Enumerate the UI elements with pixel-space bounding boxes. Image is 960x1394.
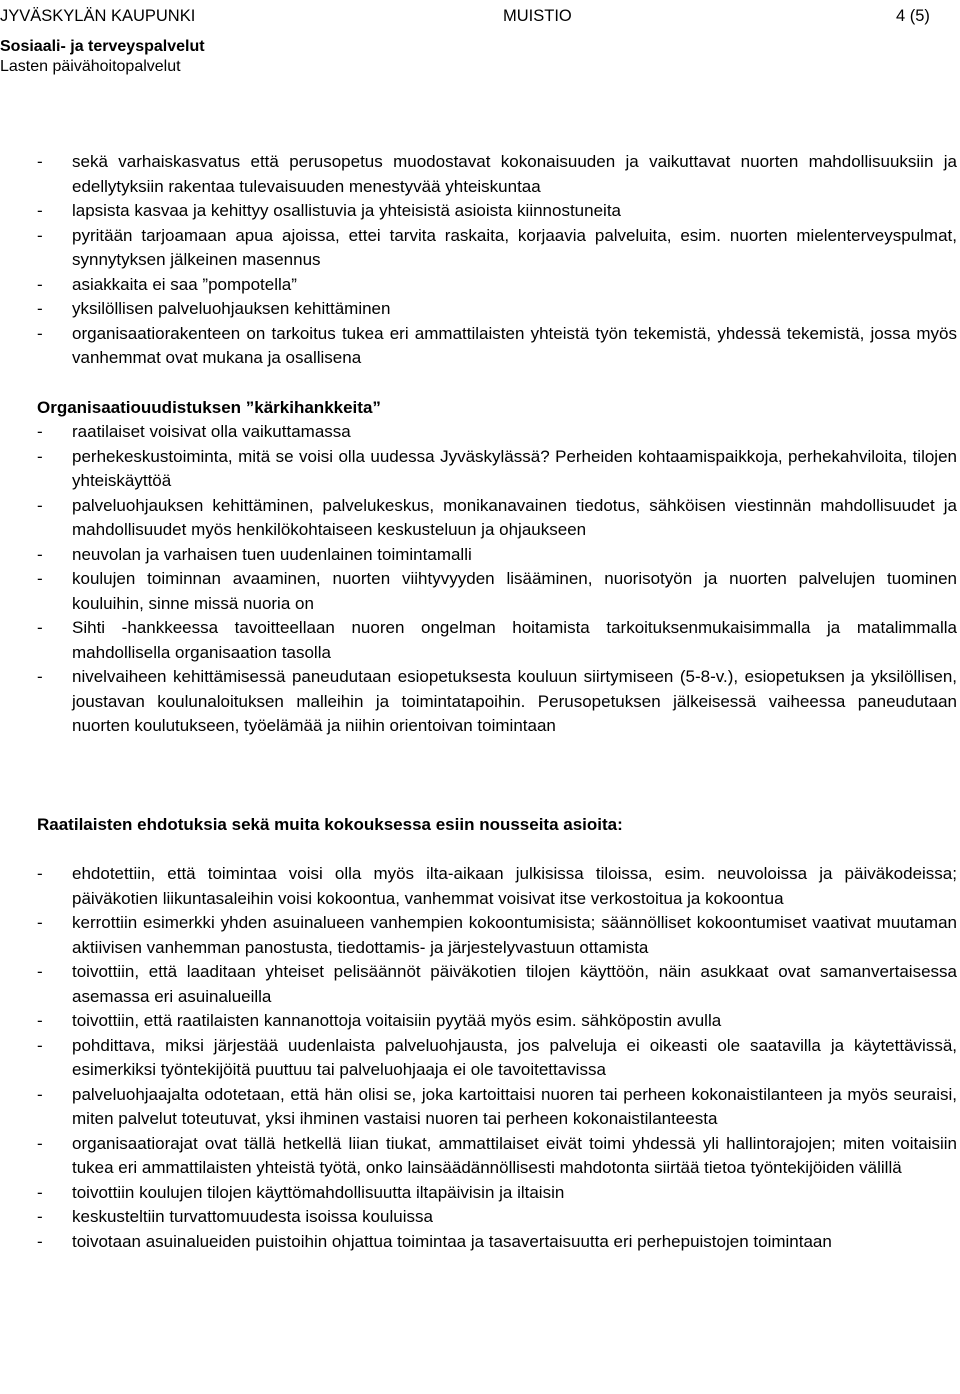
list-dash: - bbox=[37, 299, 43, 318]
list-item-text: toivottiin koulujen tilojen käyttömahdollisuutta iltapäivisin ja iltaisin bbox=[72, 1182, 565, 1202]
list-item-text: sekä varhaiskasvatus että perusopetus muodostavat kokonaisuuden ja vaikuttavat nuorten mahdollisuuksiin ja edellytyksiin rakentaa tulevaisuuden menestyvää yhteiskuntaa bbox=[72, 152, 957, 196]
list-item-text: pohdittava, miksi järjestää uudenlaista palveluohjausta, jos palveluja ei oikeasti ole saatavilla ja käytettävissä, esimerkiksi työntekijöitä puuttuu tai palveluohjaaja ei ole tavoitettavissa bbox=[72, 1035, 957, 1079]
list-item bbox=[37, 911, 957, 960]
list-dash: - bbox=[37, 1084, 43, 1104]
proposals-list bbox=[37, 862, 957, 1254]
list-dash: - bbox=[37, 323, 43, 343]
list-item bbox=[37, 1181, 957, 1206]
list-item-text: raatilaiset voisivat olla vaikuttamassa bbox=[72, 422, 351, 441]
list-item-text: Sihti -hankkeessa tavoitteellaan nuoren ongelman hoitamista tarkoituksenmukaisimmalla ja matalimmalla mahdollisella organisaation tasolla bbox=[72, 618, 957, 662]
list-item-text: koulujen toiminnan avaaminen, nuorten viihtyvyyden lisääminen, nuorisotyön ja nuorten palvelujen tuominen kouluihin, sinne missä nuoria on bbox=[72, 569, 957, 613]
document-header bbox=[0, 4, 960, 84]
list-item-text: pyritään tarjoamaan apua ajoissa, ettei tarvita raskaita, korjaavia palveluita, esim. nuorten mielenterveyspulmat, synnytyksen jälkeinen masennus bbox=[72, 225, 957, 269]
list-item-text: toivotaan asuinalueiden puistoihin ohjattua toimintaa ja tasavertaisuutta eri perhepuistojen toimintaan bbox=[72, 1231, 832, 1251]
list-item bbox=[37, 543, 957, 568]
list-item-text: toivottiin, että raatilaisten kannanottoja voitaisiin pyytää myös esim. sähköpostin avulla bbox=[72, 1011, 722, 1030]
department-name: Sosiaali- ja terveyspalvelut bbox=[0, 38, 205, 55]
list-item bbox=[37, 1083, 957, 1132]
list-item-text: kerrottiin esimerkki yhden asuinalueen vanhempien kokoontumisista; säännölliset kokoontumiset vaativat muutaman aktiivisen vanhemman panostusta, tiedottamis- ja järjestelyvastuun ottamista bbox=[72, 913, 957, 957]
list-item bbox=[37, 322, 957, 371]
list-dash: - bbox=[37, 446, 43, 466]
list-item-text: ehdotettiin, että toimintaa voisi olla myös ilta-aikaan julkisissa tiloissa, esim. neuvoloissa ja päiväkodeissa; päiväkotien liikuntasaleihin voisi kokoontua, vanhemmat voisivat itse verkostoitua ja kokoontua bbox=[72, 864, 957, 908]
list-item-text: perhekeskustoiminta, mitä se voisi olla uudessa Jyväskylässä? Perheiden kohtaamispaikkoja, perhekahviloita, tilojen yhteiskäyttöä bbox=[72, 446, 957, 490]
list-dash: - bbox=[37, 1011, 43, 1030]
list-item-text: keskusteltiin turvattomuudesta isoissa kouluissa bbox=[72, 1207, 433, 1226]
list-item bbox=[37, 616, 957, 665]
header-row bbox=[0, 4, 960, 28]
list-item-text: toivottiin, että laaditaan yhteiset pelisäännöt päiväkotien tilojen käyttöön, näin asukkaat ovat samanvertaisessa asemassa eri asuinalueilla bbox=[72, 962, 957, 1006]
list-dash: - bbox=[37, 225, 43, 245]
list-item-text: palveluohjauksen kehittäminen, palvelukeskus, monikanavainen tiedotus, sähköisen viestinnän mahdollisuudet ja mahdollisuudet myös henkilökohtaiseen keskusteluun ja ohjaukseen bbox=[72, 495, 957, 539]
list-item-text: asiakkaita ei saa ”pompotella” bbox=[72, 274, 297, 294]
list-dash: - bbox=[37, 1182, 43, 1202]
list-dash: - bbox=[37, 864, 43, 883]
list-dash: - bbox=[37, 1207, 43, 1226]
organization-name: JYVÄSKYLÄN KAUPUNKI bbox=[0, 7, 196, 25]
document-body bbox=[37, 150, 957, 1254]
document-type: MUISTIO bbox=[503, 7, 572, 25]
unit-name: Lasten päivähoitopalvelut bbox=[0, 58, 181, 75]
list-dash: - bbox=[37, 962, 43, 981]
page-number: 4 (5) bbox=[896, 7, 930, 25]
list-item-text: nivelvaiheen kehittämisessä paneudutaan esiopetuksesta kouluun siirtymiseen (5-8-v.), esiopetuksen ja yksilöllisen, joustavan koulunaloituksen malleihin ja toimintatapoihin. Perusopetuksen jälkeisessä vaiheessa paneudutaan nuorten koulutukseen, työelämää ja niihin orientoivan toimintaan bbox=[72, 667, 957, 735]
list-item-text: yksilöllisen palveluohjauksen kehittäminen bbox=[72, 299, 391, 318]
list-dash: - bbox=[37, 274, 43, 294]
list-item bbox=[37, 494, 957, 543]
intro-list bbox=[37, 150, 957, 371]
list-dash: - bbox=[37, 422, 43, 441]
key-projects-list bbox=[37, 420, 957, 739]
list-item-text: neuvolan ja varhaisen tuen uudenlainen toimintamalli bbox=[72, 544, 472, 564]
list-item bbox=[37, 1230, 957, 1255]
list-dash: - bbox=[37, 667, 43, 686]
list-item bbox=[37, 150, 957, 199]
list-item bbox=[37, 199, 957, 224]
list-dash: - bbox=[37, 1133, 43, 1153]
list-dash: - bbox=[37, 618, 43, 637]
list-item bbox=[37, 1132, 957, 1181]
list-item bbox=[37, 567, 957, 616]
list-dash: - bbox=[37, 569, 43, 588]
list-item bbox=[37, 862, 957, 911]
list-dash: - bbox=[37, 495, 43, 515]
list-dash: - bbox=[37, 152, 43, 171]
list-item bbox=[37, 960, 957, 1009]
list-item-text: palveluohjaajalta odotetaan, että hän olisi se, joka kartoittaisi nuoren tai perheen kokonaistilanteen ja myös seuraisi, miten palvelut toteutuvat, yksi ihminen vastaisi nuoren tai perheen kokonaistilanteesta bbox=[72, 1084, 957, 1128]
list-item-text: lapsista kasvaa ja kehittyy osallistuvia ja yhteisistä asioista kiinnostuneita bbox=[72, 201, 621, 220]
section-heading-proposals: Raatilaisten ehdotuksia sekä muita kokouksessa esiin nousseita asioita: bbox=[37, 814, 623, 834]
list-item bbox=[37, 445, 957, 494]
list-dash: - bbox=[37, 913, 43, 932]
list-item bbox=[37, 1205, 957, 1230]
list-item bbox=[37, 420, 957, 445]
list-item bbox=[37, 297, 957, 322]
list-item bbox=[37, 1034, 957, 1083]
list-item bbox=[37, 224, 957, 273]
list-item-text: organisaatiorakenteen on tarkoitus tukea eri ammattilaisten yhteistä työn tekemistä, yhdessä tekemistä, jossa myös vanhemmat ovat mukana ja osallisena bbox=[72, 323, 957, 367]
list-item bbox=[37, 665, 957, 739]
section-heading-key-projects: Organisaatiouudistuksen ”kärkihankkeita” bbox=[37, 397, 381, 417]
list-item bbox=[37, 1009, 957, 1034]
list-item bbox=[37, 273, 957, 298]
list-dash: - bbox=[37, 1035, 43, 1055]
list-dash: - bbox=[37, 201, 43, 220]
list-item-text: organisaatiorajat ovat tällä hetkellä liian tiukat, ammattilaiset eivät toimi yhdessä yli hallintorajojen; miten voitaisiin tukea eri ammattilaisten yhteistä työtä, onko lainsäädännöllisesti mahdotonta siirtää tietoa työntekijöiden välillä bbox=[72, 1133, 957, 1177]
list-dash: - bbox=[37, 544, 43, 564]
list-dash: - bbox=[37, 1231, 43, 1251]
